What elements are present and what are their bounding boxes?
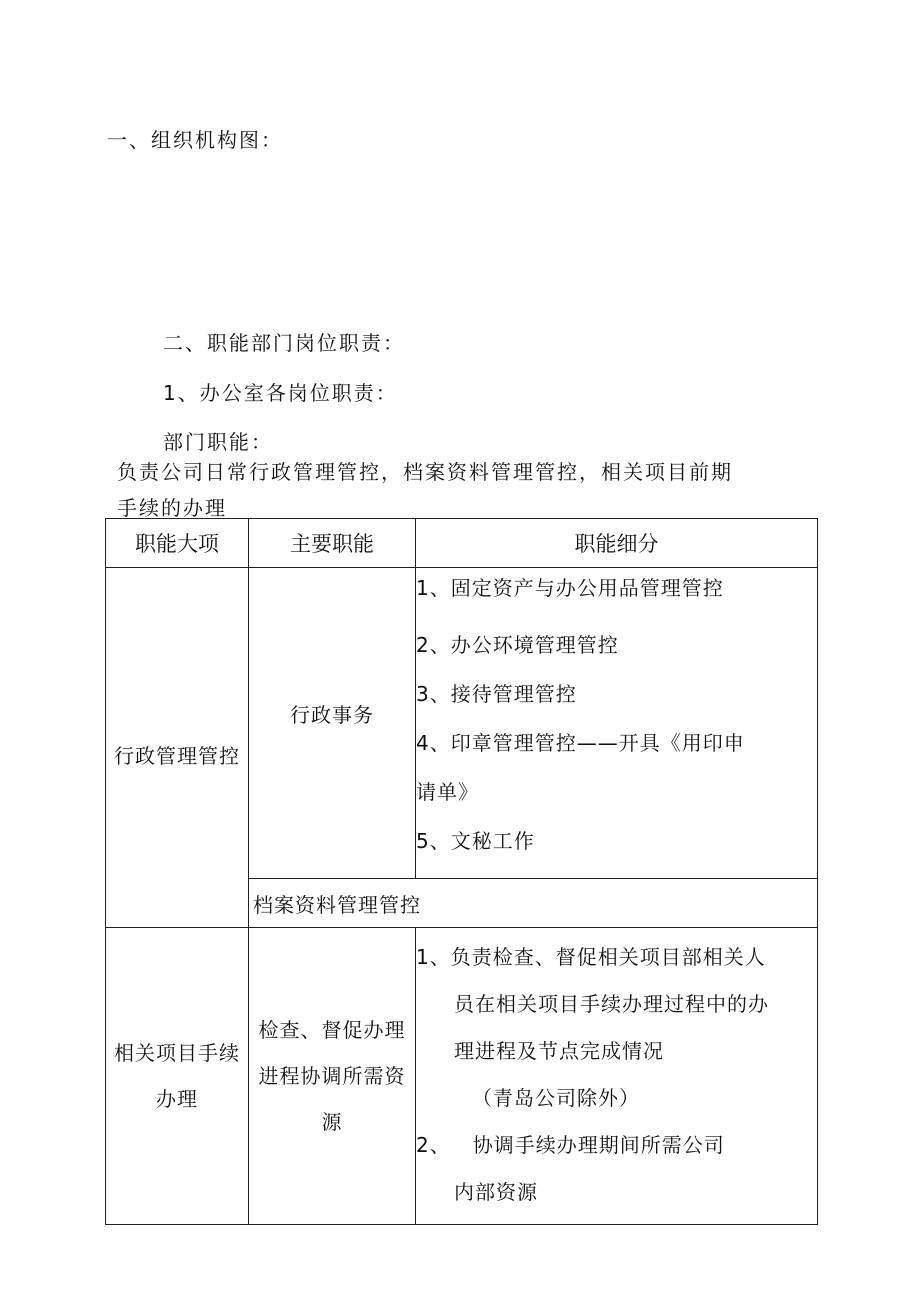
category-project xyxy=(106,928,249,1225)
detail-item: 理进程及节点完成情况 xyxy=(454,1039,664,1063)
duties-table xyxy=(105,518,818,1225)
main-function-line: 进程协调所需资 xyxy=(258,1064,406,1088)
detail-item: 3、接待管理管控 xyxy=(416,682,577,706)
org-chart-heading: 一、组织机构图： xyxy=(107,128,283,152)
detail-item: 内部资源 xyxy=(454,1180,538,1204)
detail-project xyxy=(416,928,818,1225)
intro-line-1: 负责公司日常行政管理管控，档案资料管理管控，相关项目前期 xyxy=(117,460,733,484)
detail-item: 1、负责检查、督促相关项目部相关人 xyxy=(416,945,766,969)
archive-function: 档案资料管理管控 xyxy=(249,879,818,928)
detail-item: 1、固定资产与办公用品管理管控 xyxy=(416,576,724,600)
detail-admin xyxy=(416,568,818,879)
header-main-function: 主要职能 xyxy=(249,519,416,568)
main-function-line: 源 xyxy=(321,1110,343,1134)
detail-item: 4、印章管理管控——开具《用印申 xyxy=(416,731,745,755)
detail-item: 员在相关项目手续办理过程中的办 xyxy=(454,992,769,1016)
dept-function-heading: 部门职能： xyxy=(163,430,273,454)
category-project-line: 办理 xyxy=(156,1087,198,1111)
header-category: 职能大项 xyxy=(106,519,249,568)
detail-item: 请单》 xyxy=(416,780,479,804)
detail-item: 5、文秘工作 xyxy=(416,829,535,853)
intro-line-2: 手续的办理 xyxy=(117,496,227,520)
detail-item: 2、办公环境管理管控 xyxy=(416,633,619,657)
table-header-row xyxy=(106,519,818,568)
table-row xyxy=(106,568,818,879)
detail-item: 2、 协调手续办理期间所需公司 xyxy=(416,1133,725,1157)
category-project-line: 相关项目手续 xyxy=(114,1041,240,1065)
office-duties-heading: 1、办公室各岗位职责： xyxy=(163,381,398,405)
main-function-line: 检查、督促办理 xyxy=(258,1018,406,1042)
category-admin: 行政管理管控 xyxy=(106,568,249,928)
dept-duties-heading: 二、职能部门岗位职责： xyxy=(163,331,405,355)
detail-item: （青岛公司除外） xyxy=(472,1086,640,1110)
table-row xyxy=(106,928,818,1225)
header-detail: 职能细分 xyxy=(416,519,818,568)
main-function-admin: 行政事务 xyxy=(249,568,416,879)
main-function-project xyxy=(249,928,416,1225)
